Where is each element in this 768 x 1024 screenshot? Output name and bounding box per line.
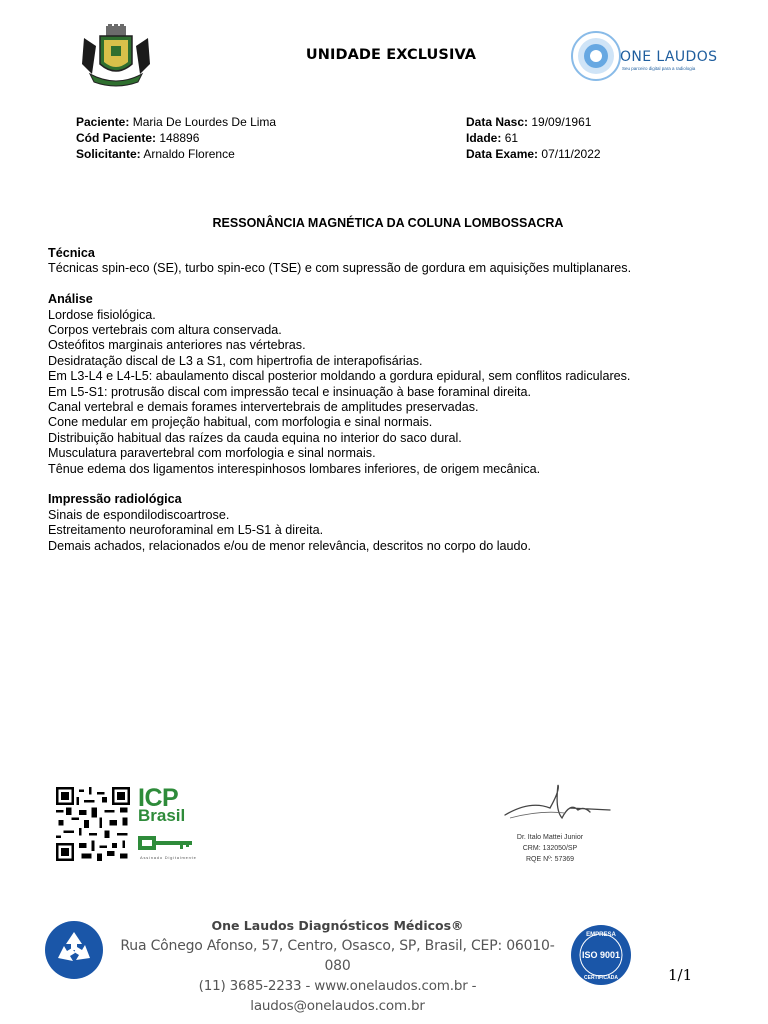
analysis-line: Canal vertebral e demais forames intervertebrais de amplitudes preservadas.	[48, 400, 479, 415]
requester-label: Solicitante:	[76, 147, 141, 161]
doctor-name: Dr. Italo Mattei Junior	[516, 834, 584, 841]
patient-name-label: Paciente:	[76, 115, 130, 129]
patient-code-label: Cód Paciente:	[76, 131, 157, 145]
age-value: 61	[504, 131, 519, 145]
iso-bottom-text: CERTIFICADA	[584, 975, 618, 981]
patient-code-value: 148896	[159, 131, 200, 145]
requester-value: Arnaldo Florence	[143, 147, 235, 161]
brand-tagline: Seu parceiro digital para a radiologia	[622, 66, 696, 71]
icp-logo-text: ICP	[138, 784, 179, 812]
exam-title: RESSONÂNCIA MAGNÉTICA DA COLUNA LOMBOSSACRA	[212, 216, 564, 230]
page-number: 1/1	[668, 966, 693, 984]
birth-date-label: Data Nasc:	[466, 115, 529, 129]
brand-name: ONE LAUDOS	[620, 49, 718, 65]
report-body	[48, 246, 728, 569]
patient-info-right	[466, 114, 601, 162]
age-label: Idade:	[466, 131, 502, 145]
footer-contact-block	[110, 916, 565, 1016]
icp-note: Assinado Digitalmente	[140, 855, 197, 860]
analysis-line: Osteófitos marginais anteriores nas vértebras.	[48, 338, 306, 353]
footer-company: One Laudos Diagnósticos Médicos®	[211, 918, 464, 933]
analysis-title: Análise	[48, 292, 93, 307]
analysis-line: Lordose fisiológica.	[48, 307, 156, 322]
footer-contact: (11) 3685-2233 - www.onelaudos.com.br - laudos@onelaudos.com.br	[198, 978, 477, 1014]
birth-date-value: 19/09/1961	[531, 115, 592, 129]
qr-code-icon[interactable]	[54, 787, 132, 861]
analysis-line: Corpos vertebrais com altura conservada.	[48, 323, 282, 338]
iso-mid-text: ISO 9001	[581, 950, 621, 960]
impression-line: Demais achados, relacionados e/ou de menor relevância, descritos no corpo do laudo.	[48, 538, 532, 553]
impression-line: Sinais de espondilodiscoartrose.	[48, 507, 230, 522]
analysis-line: Em L5-S1: protrusão discal com impressão tecal e insinuação à base foraminal direita.	[48, 384, 531, 399]
icp-logo-subtext: Brasil	[138, 806, 186, 825]
impression-line: Estreitamento neuroforaminal em L5-S1 à direita.	[48, 523, 324, 538]
iso-9001-badge-icon	[570, 924, 632, 986]
iso-top-text: EMPRESA	[586, 932, 616, 938]
header-title: UNIDADE EXCLUSIVA	[305, 47, 477, 63]
exam-date-value: 07/11/2022	[541, 147, 601, 161]
doctor-rqe: RQE Nº: 57369	[525, 856, 575, 863]
technique-section	[48, 246, 728, 277]
doctor-credentials	[505, 832, 595, 865]
recycle-icon	[44, 920, 104, 980]
technique-line: Técnicas spin-eco (SE), turbo spin-eco (TSE) e com supressão de gordura em aquisições multiplanares.	[48, 261, 632, 276]
analysis-line: Cone medular em projeção habitual, com morfologia e sinal normais.	[48, 415, 433, 430]
analysis-line: Musculatura paravertebral com morfologia e sinal normais.	[48, 446, 376, 461]
analysis-line: Distribuição habitual das raízes da cauda equina no interior do saco dural.	[48, 430, 462, 445]
exam-date-label: Data Exame:	[466, 147, 539, 161]
patient-name-value: Maria De Lourdes De Lima	[132, 115, 277, 129]
footer-address: Rua Cônego Afonso, 57, Centro, Osasco, SP, Brasil, CEP: 06010-080	[120, 938, 555, 974]
analysis-line: Em L3-L4 e L4-L5: abaulamento discal posterior moldando a gordura epidural, sem conflitos radiculares.	[48, 369, 631, 384]
doctor-signature	[500, 780, 615, 830]
doctor-crm: CRM: 132050/SP	[522, 845, 578, 852]
analysis-section	[48, 292, 728, 477]
impression-title: Impressão radiológica	[48, 492, 182, 507]
patient-info-left	[76, 114, 276, 162]
technique-title: Técnica	[48, 246, 95, 260]
analysis-line: Tênue edema dos ligamentos interespinhosos lombares inferiores, de origem mecânica.	[48, 461, 541, 476]
analysis-line: Desidratação discal de L3 a S1, com hipertrofia de interapofisárias.	[48, 353, 423, 368]
impression-section	[48, 492, 728, 554]
